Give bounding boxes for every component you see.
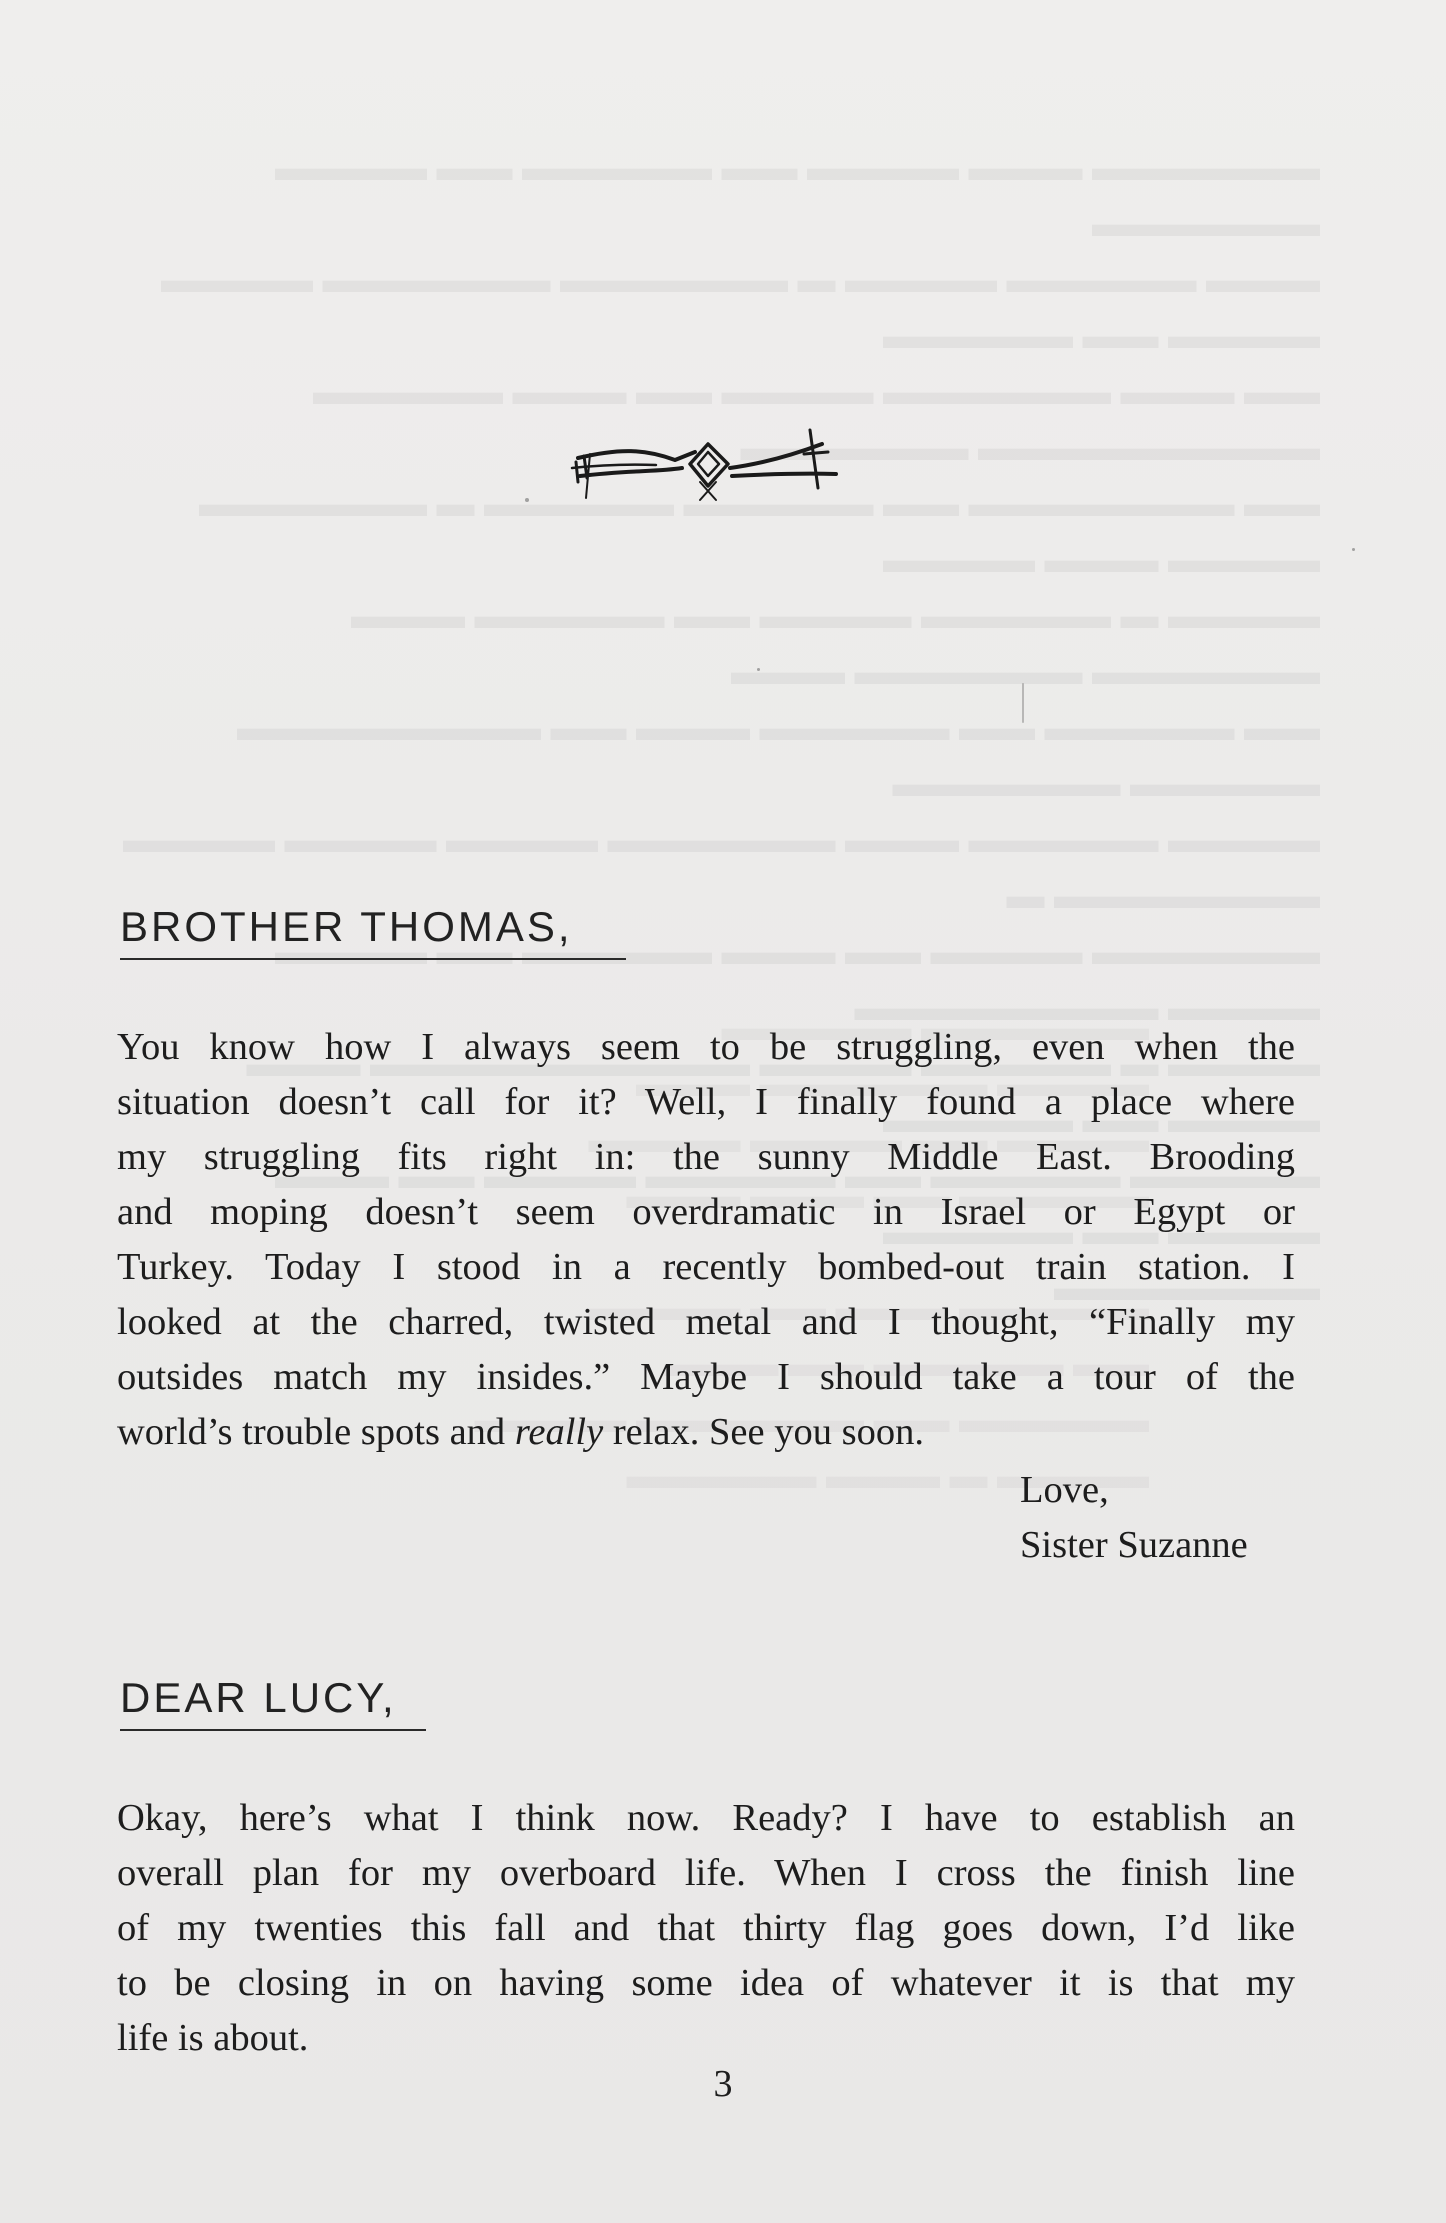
text-line: situation doesn’t call for it? Well, I finally found a place where	[117, 1081, 1295, 1123]
print-speck	[757, 668, 760, 671]
text-run: world’s trouble spots and	[117, 1411, 515, 1453]
text-line: You know how I always seem to be struggling, even when the	[117, 1026, 1295, 1068]
letter-heading: DEAR LUCY,	[120, 1674, 397, 1721]
text-line: Okay, here’s what I think now. Ready? I have to establish an	[117, 1797, 1295, 1839]
print-speck	[1352, 548, 1355, 551]
letter-body	[117, 1791, 1295, 2066]
emphasis-text: really	[514, 1411, 604, 1453]
text-line: Turkey. Today I stood in a recently bombed-out train station. I	[117, 1246, 1295, 1288]
letter-closing: Love,	[1020, 1469, 1109, 1511]
text-line: life is about.	[117, 2017, 309, 2059]
text-line: my struggling fits right in: the sunny Middle East. Brooding	[117, 1136, 1295, 1178]
text-line: overall plan for my overboard life. When I cross the finish line	[117, 1852, 1295, 1894]
ornament-divider-icon	[560, 418, 860, 508]
text-line: and moping doesn’t seem overdramatic in Israel or Egypt or	[117, 1191, 1295, 1233]
letter-heading: BROTHER THOMAS,	[120, 903, 573, 950]
text-line	[117, 1405, 1295, 1460]
text-line: outsides match my insides.” Maybe I should take a tour of the	[117, 1356, 1295, 1398]
page-number: 3	[713, 2063, 733, 2105]
heading-underline	[120, 1729, 426, 1731]
letter-signature: Sister Suzanne	[1020, 1524, 1248, 1566]
heading-underline	[120, 958, 626, 960]
print-speck	[525, 498, 529, 502]
text-line: to be closing in on having some idea of whatever it is that my	[117, 1962, 1295, 2004]
text-line: of my twenties this fall and that thirty flag goes down, I’d like	[117, 1907, 1295, 1949]
letter-body	[117, 1020, 1295, 1460]
print-speck	[1022, 683, 1024, 723]
text-line: looked at the charred, twisted metal and I thought, “Finally my	[117, 1301, 1295, 1343]
text-run: relax. See you soon.	[603, 1411, 924, 1453]
